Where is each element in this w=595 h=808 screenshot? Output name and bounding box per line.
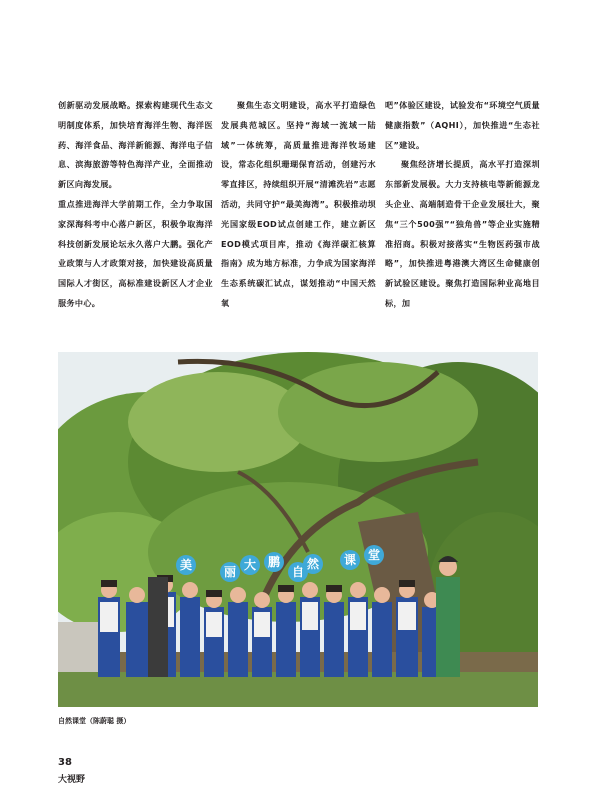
text-column-1 bbox=[58, 96, 213, 314]
sign-char: 美 bbox=[179, 558, 193, 572]
photo-caption: 自然课堂（陈蔚聪 摄） bbox=[58, 717, 131, 725]
sign-char: 堂 bbox=[367, 548, 381, 562]
sign-char: 课 bbox=[343, 553, 357, 567]
paragraph: 创新驱动发展战略。探索构建现代生态文明制度体系，加快培育海洋生物、海洋医药、海洋食品、海洋新能源、海洋电子信息、滨海旅游等特色海洋产业，全面推动新区向海发展。 bbox=[58, 100, 213, 190]
sign-char: 自 bbox=[291, 565, 305, 579]
sign-char: 大 bbox=[243, 558, 257, 572]
text-column-2 bbox=[221, 96, 376, 314]
page-number: 38 bbox=[58, 757, 72, 768]
magazine-name: 大视野 bbox=[58, 775, 86, 785]
paragraph: 聚焦经济增长提质，高水平打造深圳东部新发展极。大力支持核电等新能源龙头企业、高端制造骨干企业发展壮大，聚焦“三个500强”“独角兽”等企业实施精准招商。积极对接落实“生物医药强市战略”，加快推进粤港澳大湾区生命健康创新试验区建设。聚焦打造国际种业高地目标，加 bbox=[385, 159, 540, 308]
sign-char: 丽 bbox=[223, 565, 237, 579]
nature-class-photo bbox=[58, 352, 538, 707]
paragraph: 聚焦生态文明建设，高水平打造绿色发展典范城区。坚持“海域一流域一陆域”一体统筹，高质量推进海洋牧场建设，常态化组织珊瑚保育活动，创建污水零直排区，持续组织开展“清滩洗岩”志愿活动，共同守护“最美海湾”。积极推动坝光国家级EOD试点创建工作，建立新区EOD模式项目库，推动《海洋碳汇核算指南》成为地方标准，力争成为国家海洋生态系统碳汇试点，谋划推动“中国天然氧 bbox=[221, 100, 376, 308]
paragraph: 吧”体验区建设，试验发布“环境空气质量健康指数”（AQHI），加快推进“生态社区”建设。 bbox=[385, 100, 540, 150]
text-column-3 bbox=[385, 96, 540, 314]
paragraph: 重点推进海洋大学前期工作，全力争取国家深海科考中心落户新区，积极争取海洋科技创新发展论坛永久落户大鹏。强化产业政策与人才政策对接，加快建设高质量国际人才街区，高标准建设新区人才企业服务中心。 bbox=[58, 198, 213, 308]
sign-char: 鹏 bbox=[267, 555, 281, 569]
sign-char: 然 bbox=[306, 557, 320, 571]
nature-class-illustration bbox=[58, 352, 538, 707]
